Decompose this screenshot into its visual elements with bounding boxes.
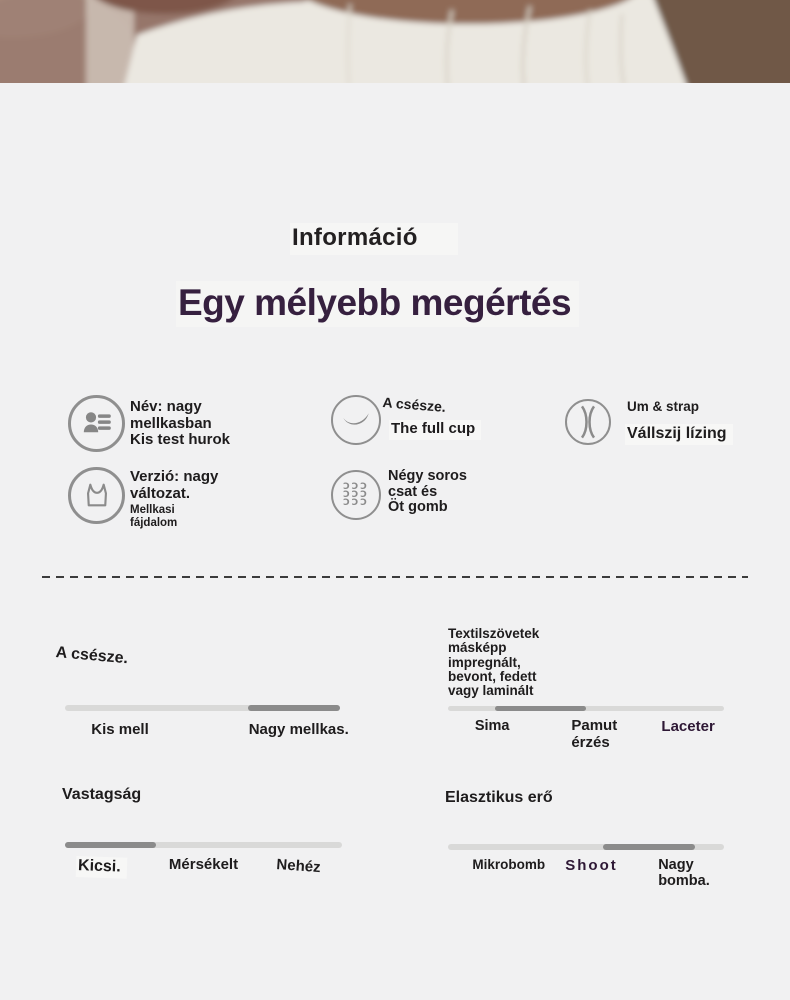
feature-line: változat. — [130, 484, 191, 502]
hero-photo-illustration — [0, 0, 790, 83]
feature-subline: Mellkasi — [130, 504, 175, 516]
scale-fabric-title: Textilszövetek másképp impregnált, bevont, fedett vagy laminált — [448, 626, 540, 699]
scale-label: Sima — [474, 718, 510, 734]
scale-cup-track — [65, 705, 340, 711]
feature-circle — [68, 467, 125, 524]
feature-circle — [565, 399, 611, 445]
section-eyebrow: Információ — [290, 223, 458, 255]
feature-line: Négy soros — [388, 468, 467, 484]
hero-photo — [0, 0, 790, 83]
scale-fabric-fill — [495, 706, 586, 711]
scale-label: Kis mell — [91, 721, 149, 738]
scale-label: Kicsi. — [76, 856, 127, 877]
feature-circle — [331, 470, 381, 520]
feature-line: Verzió: nagy — [130, 468, 219, 485]
scale-cup-fill — [248, 705, 340, 711]
scale-label: Nagy bomba. — [658, 857, 710, 889]
camisole-icon — [81, 480, 113, 512]
scale-cup-labels — [65, 721, 349, 757]
feature-circle — [331, 395, 381, 445]
feature-line: Név: nagy — [130, 398, 202, 415]
scale-fabric-track — [448, 706, 724, 711]
feature-cup-eyebrow-wrap — [382, 394, 447, 415]
scale-thickness-fill — [65, 842, 156, 848]
feature-name-card-text — [130, 399, 230, 449]
scale-label: Nehéz — [275, 856, 321, 877]
feature-version-text — [130, 469, 218, 502]
feature-line: csat és — [388, 483, 438, 500]
feature-line: Kis test hurok — [130, 431, 231, 448]
feature-eyebrow: A csésze. — [382, 394, 447, 415]
scale-label: Mérsékelt — [168, 856, 239, 873]
scale-cup-title: A csésze. — [55, 644, 129, 668]
dashed-divider — [42, 576, 748, 578]
contact-card-icon — [79, 406, 115, 442]
scale-label: Shoot — [565, 857, 618, 874]
scale-label: Mikrobomb — [472, 857, 546, 872]
scale-label: Nagy mellkas. — [248, 721, 349, 738]
ball-strap-icon — [568, 402, 608, 442]
scale-thickness-labels — [65, 856, 342, 892]
scale-elasticity-fill — [603, 844, 695, 850]
feature-line: Öt gomb — [388, 499, 448, 516]
hook-rows-icon: ƆƆƆ ƆƆƆ ƆƆƆ — [343, 482, 369, 508]
feature-subline: fájdalom — [130, 517, 178, 529]
feature-version-subtext — [130, 504, 177, 530]
feature-strap-title: Vállszij lízing — [625, 424, 733, 445]
cup-crescent-icon — [338, 402, 374, 438]
scale-fabric-labels — [448, 718, 724, 754]
scale-elasticity-track — [448, 844, 724, 850]
scale-label: Laceter — [661, 718, 715, 735]
scale-thickness-title: Vastagság — [62, 786, 142, 803]
feature-strap-eyebrow: Um & strap — [627, 399, 700, 414]
scale-thickness-track — [65, 842, 342, 848]
feature-cup-title: The full cup — [389, 420, 481, 440]
page-title: Egy mélyebb megértés — [176, 281, 579, 327]
scale-elasticity-title: Elasztikus erő — [445, 789, 553, 806]
scale-label: Pamut érzés — [571, 717, 618, 751]
feature-line: mellkasban — [130, 414, 212, 432]
feature-closure-text — [388, 469, 467, 516]
feature-circle — [68, 395, 125, 452]
scale-elasticity-labels — [448, 857, 724, 893]
